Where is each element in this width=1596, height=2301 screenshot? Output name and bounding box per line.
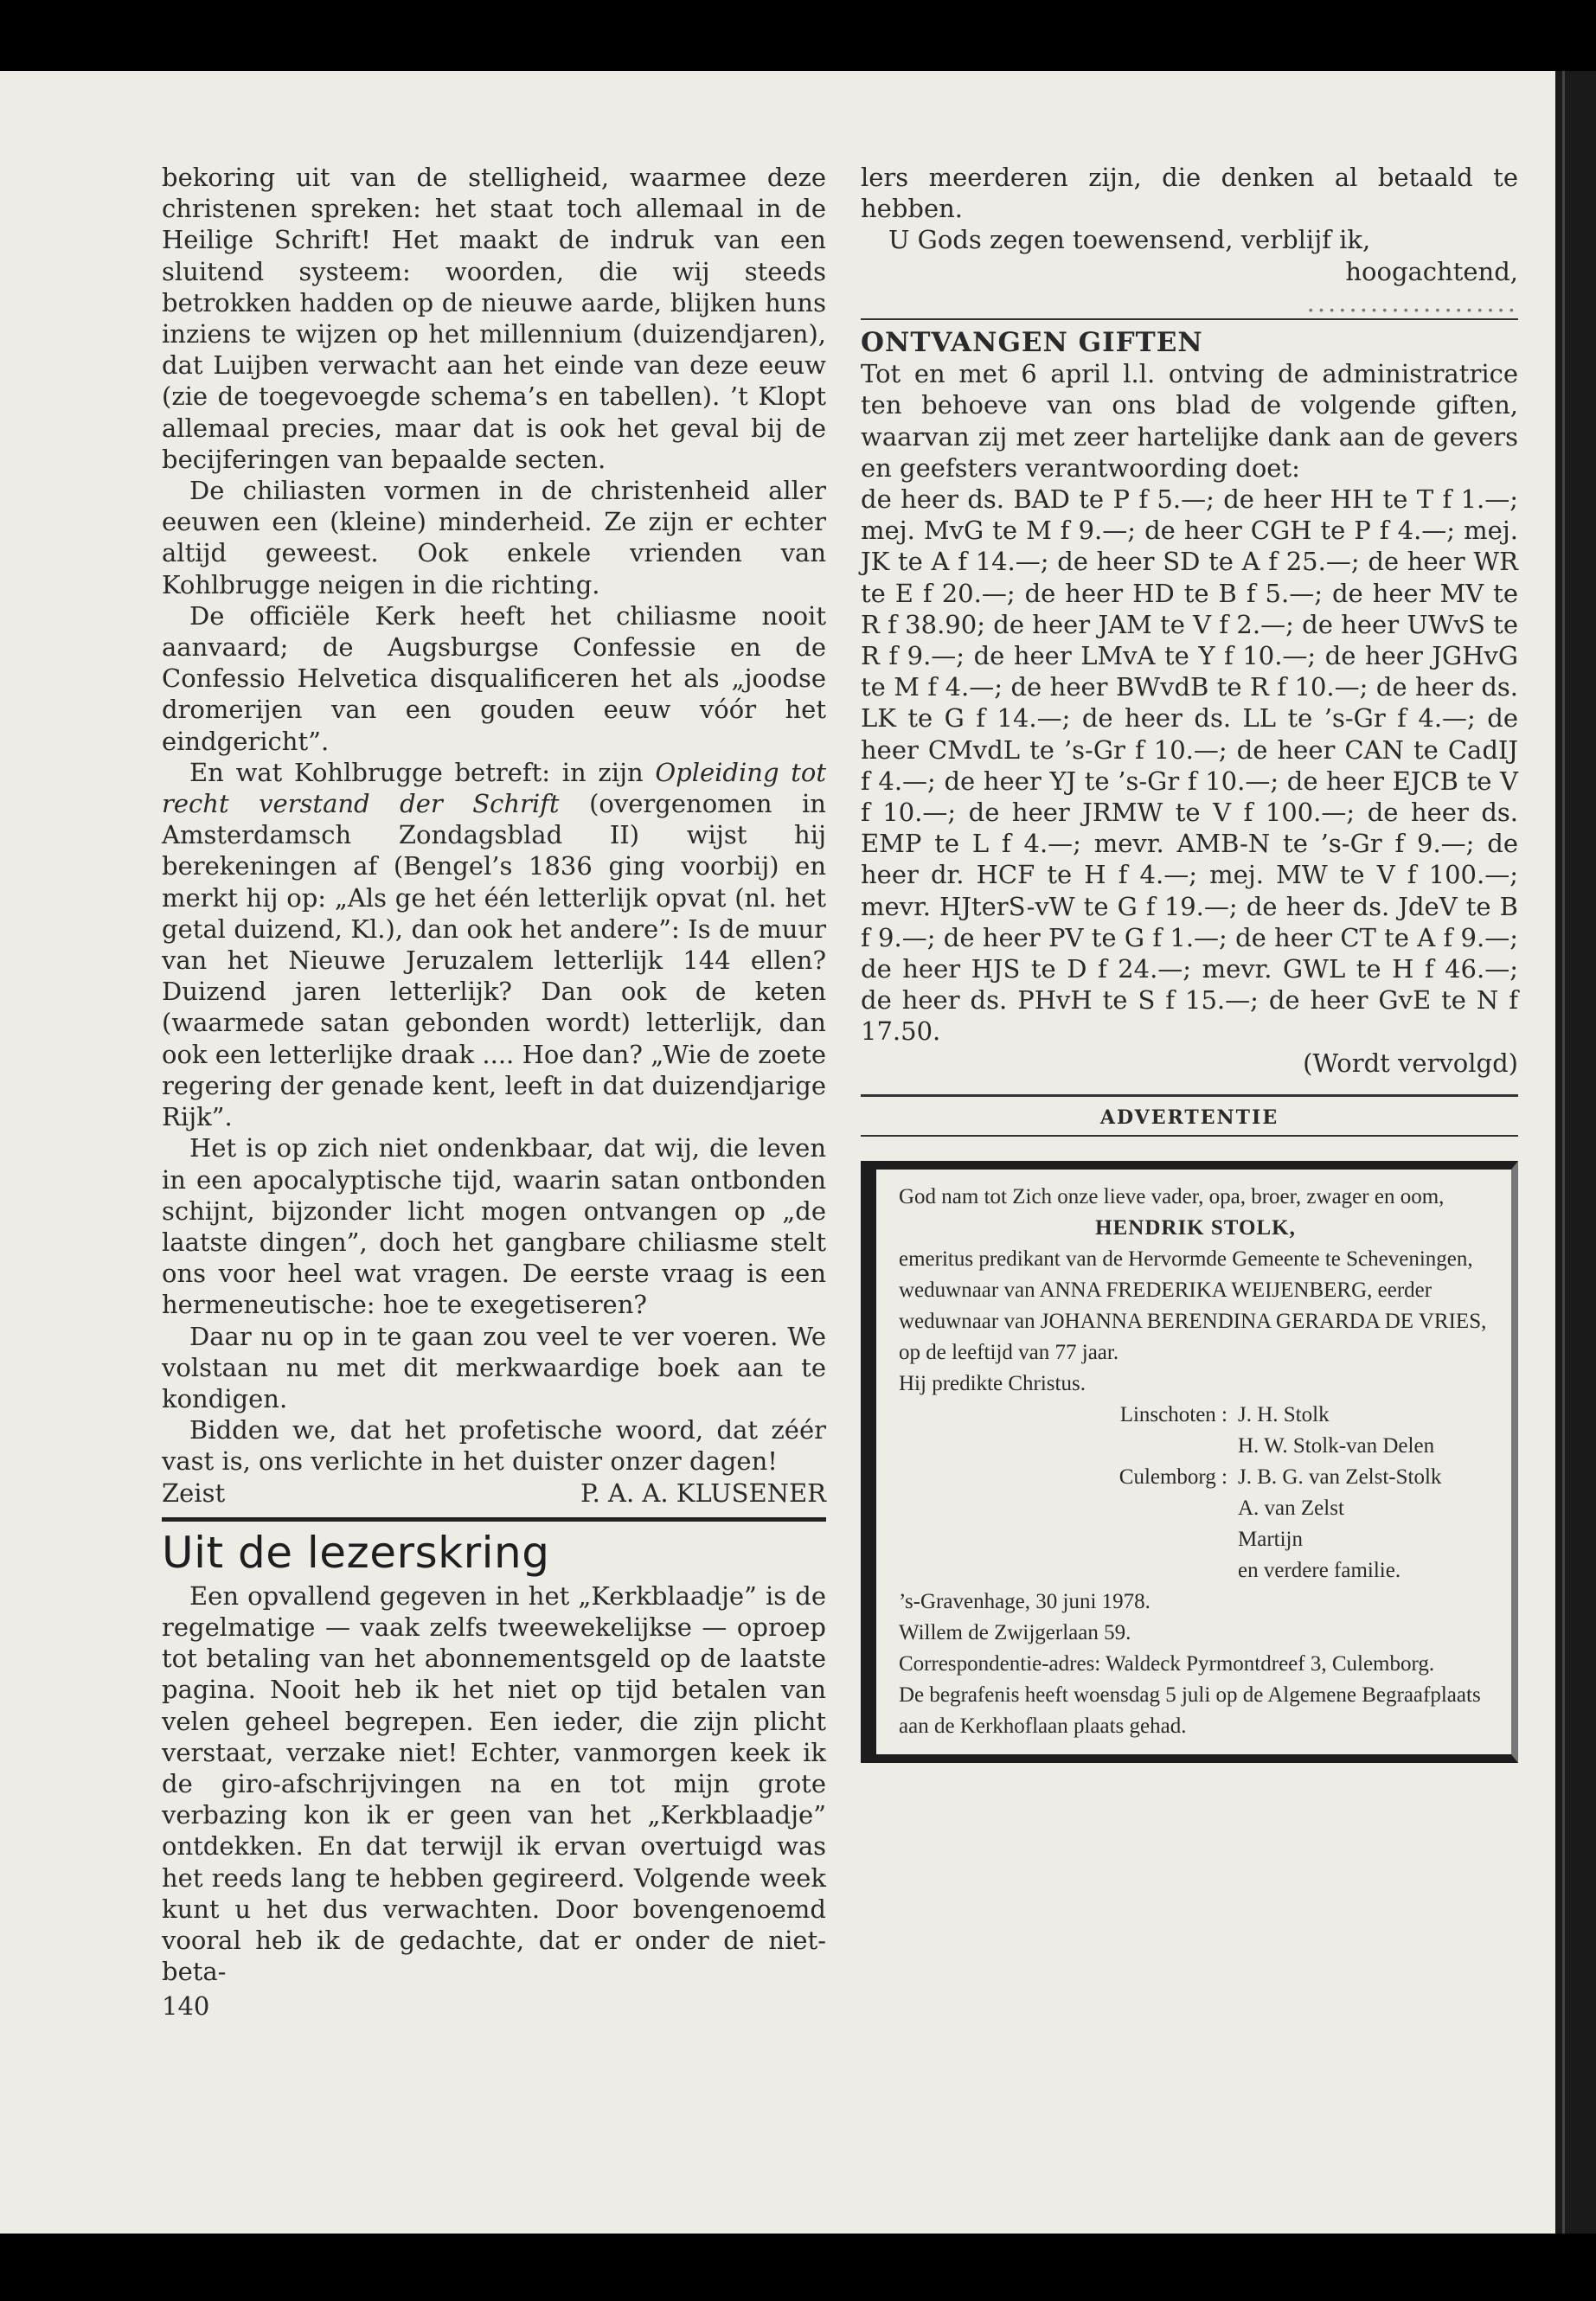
kohlbrugge-paragraph	[162, 757, 826, 1132]
paragraph: Tot en met 6 april l.l. ontving de administratrice ten behoeve van ons blad de volgende giften, waarvan zij met zeer hartelijke dank aan de gevers en geefsters verantwoording doet:	[861, 359, 1518, 483]
paragraph: De officiële Kerk heeft het chiliasme nooit aanvaard; de Augsburgse Confessie en de Confessio Helvetica disqualificeren het als „joodse dromerijen van een gouden eeuw vóór het eindgericht”.	[162, 600, 826, 756]
family-place	[899, 1524, 1227, 1555]
section-heading: ONTVANGEN GIFTEN	[861, 327, 1203, 359]
dotted-signature: ....................	[1306, 287, 1518, 317]
family-name: J. B. G. van Zelst-Stolk	[1238, 1465, 1442, 1490]
advert-funeral: De begrafenis heeft woensdag 5 juli op de Algemene Begraafplaats aan de Kerkhoflaan plaats gehad.	[899, 1683, 1481, 1739]
to-be-continued: (Wordt vervolgd)	[1303, 1048, 1518, 1078]
scan-border	[0, 2234, 1596, 2301]
page-gutter	[1555, 71, 1596, 2234]
advert-date: ’s-Gravenhage, 30 juni 1978.	[899, 1590, 1151, 1614]
obituary-advert	[861, 1161, 1518, 1763]
family-name: H. W. Stolk-van Delen	[1238, 1434, 1435, 1458]
paragraph: De chiliasten vormen in de christenheid aller eeuwen een (kleine) minderheid. Ze zijn er echter altijd geweest. Ook enkele vrienden van Kohlbrugge neigen in die richting.	[162, 476, 826, 599]
gutter-line	[1562, 71, 1565, 2234]
family-name: J. H. Stolk	[1238, 1403, 1330, 1427]
signature-name: P. A. A. KLUSENER	[580, 1477, 826, 1508]
paragraph: bekoring uit van de stelligheid, waarmee deze christenen spreken: het staat toch allemaal in de Heilige Schrift! Het maakt de indruk van een sluitend systeem: woorden, die wij steeds betrokken hadden op de nieuwe aarde, blijken huns inziens te wijzen op het millennium (duizendjaren), dat Luijben verwacht aan het einde van deze eeuw (zie de toegevoegde schema’s en tabellen). ’t Klopt allemaal precies, maar dat is ook het geval bij de becijferingen van bepaalde secten.	[162, 163, 826, 474]
text-span: (overgenomen in Amsterdamsch Zondagsblad II) wijst hij berekeningen af (Bengel’s 1836 ging voorbij) en merkt hij op: „Als ge het één letterlijk opvat (nl. het getal duizend, Kl.), dan ook het andere”: Is de muur van het Nieuwe Jeruzalem letterlijk 144 ellen? Duizend jaren letterlijk? Dan ook de keten (waarmede satan gebonden wordt) letterlijk, dan ook een letterlijke draak .... Hoe dan? „Wie de zoete regering der genade kent, leeft in dat duizendjarige Rijk”.	[162, 789, 826, 1132]
advert-role: emeritus predikant van de Hervormde Gemeente te Scheveningen,	[899, 1247, 1473, 1272]
family-place: Linschoten :	[1119, 1403, 1227, 1427]
paragraph: Daar nu op in te gaan zou veel te ver voeren. We volstaan nu met dit merkwaardige boek aan te kondigen.	[162, 1321, 826, 1413]
family-name: A. van Zelst	[1238, 1497, 1344, 1521]
page-number: 140	[162, 1991, 210, 2022]
family-list	[899, 1400, 1492, 1586]
section-heading: Uit de lezerskring	[162, 1527, 550, 1578]
section-divider	[162, 1517, 826, 1522]
paragraph: Het is op zich niet ondenkbaar, dat wij, die leven in een apocalyptische tijd, waarin satan ontbonden schijnt, bijzonder licht mogen ontvangen op „de laatste dingen”, doch het gangbare chiliasme stelt ons voor heel wat vragen. De eerste vraag is een hermeneutische: hoe te exegetiseren?	[162, 1133, 826, 1320]
family-place	[899, 1431, 1227, 1462]
paragraph: Bidden we, dat het profetische woord, dat zéér vast is, ons verlichte in het duister onzer dagen!	[162, 1415, 826, 1477]
advert-address: Willem de Zwijgerlaan 59.	[899, 1621, 1131, 1645]
family-place: Culemborg :	[1118, 1465, 1227, 1490]
newspaper-page	[0, 71, 1555, 2234]
paragraph: lers meerderen zijn, die denken al betaald te hebben.	[861, 163, 1518, 224]
family-place	[899, 1555, 1227, 1586]
right-column	[861, 162, 1518, 1763]
donations-list: de heer ds. BAD te P f 5.—; de heer HH te T f 1.—; mej. MvG te M f 9.—; de heer CGH te P f 4.—; mej. JK te A f 14.—; de heer SD te A f 25.—; de heer WR te E f 20.—; de heer HD te B f 5.—; de heer MV te R f 38.90; de heer JAM te V f 2.—; de heer UWvS te R f 9.—; de heer LMvA te Y f 10.—; de heer JGHvG te M f 4.—; de heer BWvdB te R f 10.—; de heer ds. LK te G f 14.—; de heer ds. LL te ’s-Gr f 4.—; de heer CMvdL te ’s-Gr f 10.—; de heer CAN te CadIJ f 4.—; de heer YJ te ’s-Gr f 10.—; de heer EJCB te V f 10.—; de heer JRMW te V f 100.—; de heer ds. EMP te L f 4.—; mevr. AMB-N te ’s-Gr f 9.—; de heer dr. HCF te H f 4.—; mej. MW te V f 100.—; mevr. HJterS-vW te G f 19.—; de heer ds. JdeV te B f 9.—; de heer PV te G f 1.—; de heer CT te A f 9.—; de heer HJS te D f 24.—; mevr. GWL te H f 46.—; de heer ds. PHvH te S f 15.—; de heer GvE te N f 17.50.	[861, 484, 1518, 1047]
advert-intro: God nam tot Zich onze lieve vader, opa, broer, zwager en oom,	[899, 1185, 1445, 1209]
advert-preached: Hij predikte Christus.	[899, 1372, 1086, 1396]
signature	[162, 1477, 826, 1509]
left-column	[162, 162, 826, 2022]
letter-sign: hoogachtend,	[1345, 256, 1518, 286]
family-name: Martijn	[1238, 1528, 1303, 1552]
advert-correspondence: Correspondentie-adres: Waldeck Pyrmontdreef 3, Culemborg.	[899, 1652, 1435, 1676]
signature-place: Zeist	[162, 1477, 226, 1508]
book-title: Opleiding tot recht verstand der Schrift	[162, 757, 826, 819]
text-span: En wat Kohlbrugge betreft: in zijn	[189, 757, 656, 787]
family-place	[899, 1493, 1227, 1524]
family-name: en verdere familie.	[1238, 1559, 1401, 1583]
advert-widower: weduwnaar van ANNA FREDERIKA WEIJENBERG, eerder weduwnaar van JOHANNA BERENDINA GERARDA DE VRIES,	[899, 1279, 1487, 1334]
deceased-name: HENDRIK STOLK,	[1095, 1216, 1296, 1240]
advert-label: ADVERTENTIE	[861, 1094, 1518, 1137]
paragraph: Een opvallend gegeven in het „Kerkblaadje” is de regelmatige — vaak zelfs tweewekelijkse — oproep tot betaling van het abonnementsgeld op de laatste pagina. Nooit heb ik het niet op tijd betalen van velen geheel begrepen. Een ieder, die zijn plicht verstaat, verzake niet! Echter, vanmorgen keek ik de giro-afschrijvingen na en tot mijn grote verbazing kon ik er geen van het „Kerkblaadje” ontdekken. En dat terwijl ik ervan overtuigd was het reeds lang te hebben gegireerd. Volgende week kunt u het dus verwachten. Door bovengenoemd vooral heb ik de gedachte, dat er onder de niet-beta-	[162, 1580, 826, 1987]
letter-closing: U Gods zegen toewensend, verblijf ik,	[888, 225, 1371, 255]
advert-age: op de leeftijd van 77 jaar.	[899, 1341, 1119, 1365]
section-divider	[861, 318, 1518, 320]
